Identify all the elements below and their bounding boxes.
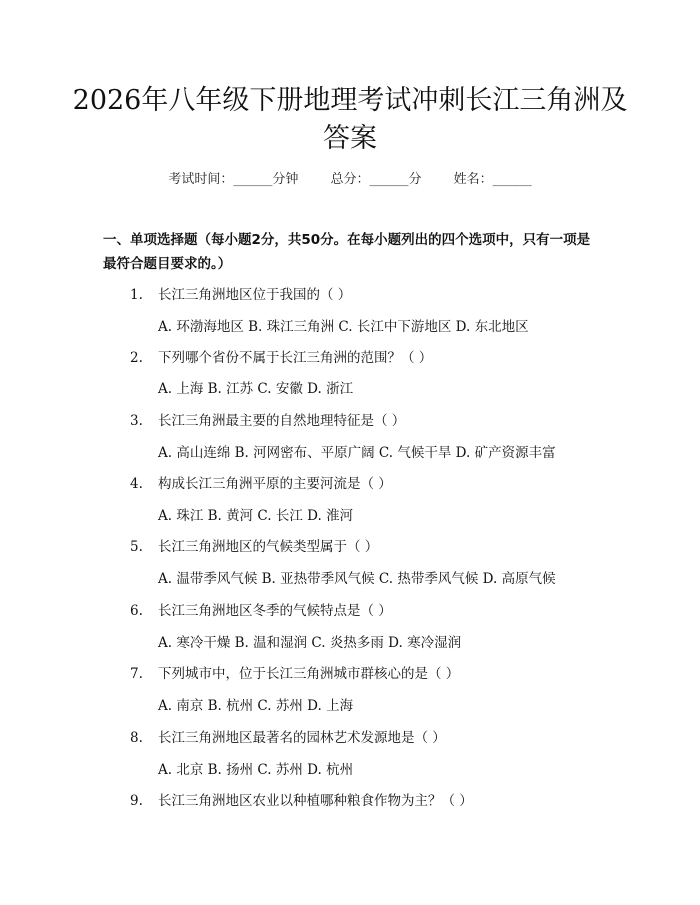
question-7 [130, 662, 459, 682]
question-3-options: A. 高山连绵 B. 河网密布、平原广阔 C. 气候干旱 D. 矿产资源丰富 [158, 445, 556, 461]
question-number: 8. [130, 730, 143, 746]
question-number: 9. [130, 793, 143, 809]
question-number: 2. [130, 350, 143, 366]
question-text: 长江三角洲地区最著名的园林艺术发源地是（ ） [158, 730, 446, 746]
question-2-options: A. 上海 B. 江苏 C. 安徽 D. 浙江 [158, 381, 354, 397]
question-5 [130, 535, 378, 555]
exam-time-field: 考试时间：______分钟 [168, 172, 299, 187]
question-number: 3. [130, 413, 143, 429]
question-text: 长江三角洲地区位于我国的（ ） [158, 287, 352, 303]
question-text: 长江三角洲地区农业以种植哪种粮食作物为主？（ ） [158, 793, 473, 809]
question-text: 构成长江三角洲平原的主要河流是（ ） [158, 476, 392, 492]
question-8 [130, 726, 446, 746]
question-8-options: A. 北京 B. 扬州 C. 苏州 D. 杭州 [158, 762, 354, 778]
question-number: 6. [130, 603, 143, 619]
question-number: 5. [130, 539, 143, 555]
question-text: 长江三角洲地区的气候类型属于（ ） [158, 539, 379, 555]
question-number: 7. [130, 666, 143, 682]
question-text: 长江三角洲最主要的自然地理特征是（ ） [158, 413, 406, 429]
question-number: 1. [130, 287, 143, 303]
total-score-field: 总分：______分 [330, 172, 422, 187]
question-1 [130, 283, 351, 303]
name-field: 姓名：______ [453, 172, 532, 187]
question-4-options: A. 珠江 B. 黄河 C. 长江 D. 淮河 [158, 508, 354, 524]
page-title: 2026年八年级下册地理考试冲刺长江三角洲及答案 [72, 85, 628, 154]
question-number: 4. [130, 476, 143, 492]
question-1-options: A. 环渤海地区 B. 珠江三角洲 C. 长江中下游地区 D. 东北地区 [158, 319, 529, 335]
exam-meta-line [0, 168, 700, 187]
question-4 [130, 472, 392, 492]
question-7-options: A. 南京 B. 杭州 C. 苏州 D. 上海 [158, 698, 354, 714]
question-5-options: A. 温带季风气候 B. 亚热带季风气候 C. 热带季风气候 D. 高原气候 [158, 571, 556, 587]
question-3 [130, 409, 405, 429]
question-text: 长江三角洲地区冬季的气候特点是（ ） [158, 603, 392, 619]
section-heading: 一、单项选择题（每小题2分，共50分。在每小题列出的四个选项中，只有一项是最符合题目要求的。） [103, 232, 591, 272]
question-6-options: A. 寒冷干燥 B. 温和湿润 C. 炎热多雨 D. 寒冷湿润 [158, 635, 462, 651]
question-6 [130, 599, 392, 619]
question-text: 下列哪个省份不属于长江三角洲的范围？（ ） [158, 350, 433, 366]
question-2 [130, 346, 432, 366]
question-9 [130, 789, 473, 809]
question-text: 下列城市中，位于长江三角洲城市群核心的是（ ） [158, 666, 460, 682]
